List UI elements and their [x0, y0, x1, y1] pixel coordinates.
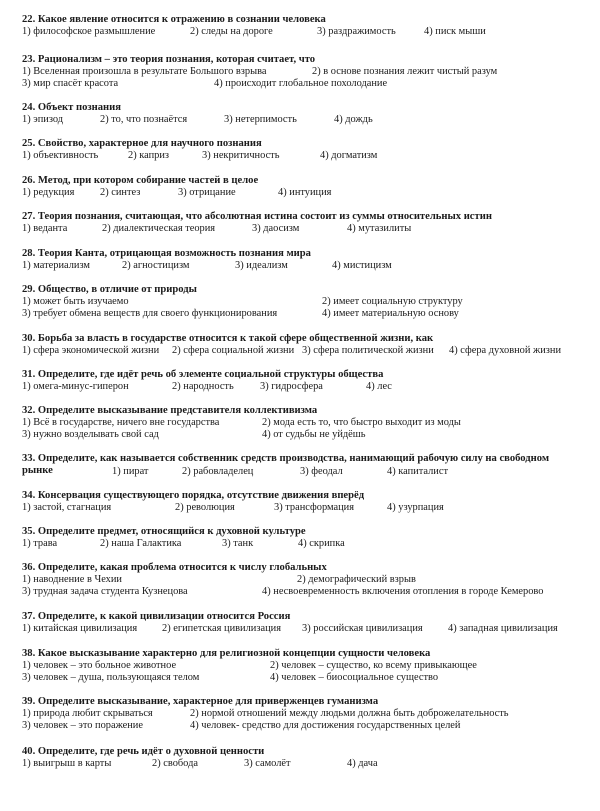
option: 3) нетерпимость [224, 114, 297, 125]
option: 4) капиталист [387, 466, 449, 477]
option: 1) веданта [22, 223, 68, 234]
options-grid [22, 708, 594, 732]
option: 4) мутазилиты [347, 223, 412, 234]
options-row [22, 758, 594, 770]
option: 4) человек- средство для достижения государственных целей [190, 720, 461, 731]
question-40 [22, 746, 594, 770]
question-27 [22, 211, 594, 235]
option: 1) материализм [22, 260, 90, 271]
question-title: 27. Теория познания, считающая, что абсолютная истина состоит из суммы относительных истин [22, 211, 492, 222]
options-row [22, 345, 594, 357]
option: 1) Всё в государстве, ничего вне государства [22, 417, 220, 428]
option: 2) народность [172, 381, 234, 392]
question-title-continuation-row [22, 465, 594, 479]
option: 3) человек – это поражение [22, 720, 143, 731]
options-row [22, 114, 594, 126]
option: 3) некритичность [202, 150, 280, 161]
question-25 [22, 138, 594, 162]
question-39 [22, 696, 594, 732]
question-title: 34. Консервация существующего порядка, отсутствие движения вперёд [22, 490, 365, 501]
option: 4) сфера духовной жизни [449, 345, 562, 356]
option: 1) омега-минус-гиперон [22, 381, 129, 392]
options-row [22, 623, 594, 635]
options-row [22, 223, 594, 235]
option: 3) нужно возделывать свой сад [22, 429, 159, 440]
option: 3) раздражимость [317, 26, 396, 37]
question-26 [22, 175, 594, 199]
option: 1) эпизод [22, 114, 64, 125]
question-24 [22, 102, 594, 126]
question-38 [22, 648, 594, 684]
question-title: 36. Определите, какая проблема относится к числу глобальных [22, 562, 327, 573]
option: 2) демографический взрыв [297, 574, 416, 585]
option: 3) российская цивилизация [302, 623, 423, 634]
question-title: 25. Свойство, характерное для научного познания [22, 138, 262, 149]
option: 1) пират [112, 466, 149, 477]
option: 3) человек – душа, пользующаяся телом [22, 672, 200, 683]
option: 3) трудная задача студента Кузнецова [22, 586, 188, 597]
option: 4) имеет материальную основу [322, 308, 459, 319]
option: 4) узурпация [387, 502, 444, 513]
option: 2) диалектическая теория [102, 223, 216, 234]
option: 2) агностицизм [122, 260, 190, 271]
options-row [22, 187, 594, 199]
option: 2) мода есть то, что быстро выходит из моды [262, 417, 461, 428]
option: 4) лес [366, 381, 392, 392]
options-grid [22, 66, 594, 90]
option: 1) сфера экономической жизни [22, 345, 160, 356]
option: 2) революция [175, 502, 235, 513]
option: 1) философское размышление [22, 26, 156, 37]
question-title: 30. Борьба за власть в государстве относится к такой сфере общественной жизни, как [22, 333, 434, 344]
question-33 [22, 453, 594, 479]
option: 1) наводнение в Чехии [22, 574, 122, 585]
question-32 [22, 405, 594, 441]
option: 4) интуиция [278, 187, 332, 198]
option: 2) египетская цивилизация [162, 623, 281, 634]
option: 4) догматизм [320, 150, 378, 161]
option: 4) писк мыши [424, 26, 486, 37]
question-title: 26. Метод, при котором собирание частей в целое [22, 175, 259, 186]
question-title: 33. Определите, как называется собственник средств производства, нанимающий рабочую силу на свободном [22, 453, 550, 464]
question-title: 22. Какое явление относится к отражению в сознании человека [22, 14, 326, 25]
options-row [22, 150, 594, 162]
option: 1) объективность [22, 150, 99, 161]
question-title: 28. Теория Канта, отрицающая возможность познания мира [22, 248, 311, 259]
option: 1) трава [22, 538, 58, 549]
options-row [22, 538, 594, 550]
question-36 [22, 562, 594, 598]
option: 3) мир спасёт красота [22, 78, 119, 89]
question-23 [22, 54, 594, 90]
option: 4) от судьбы не уйдёшь [262, 429, 366, 440]
option: 2) свобода [152, 758, 198, 769]
option: 2) имеет социальную структуру [322, 296, 463, 307]
question-title: 35. Определите предмет, относящийся к духовной культуре [22, 526, 306, 537]
options-row [22, 502, 594, 514]
options-grid [22, 296, 594, 320]
option: 2) в основе познания лежит чистый разум [312, 66, 498, 77]
option: 2) человек – существо, ко всему привыкающее [270, 660, 477, 671]
option: 2) наша Галактика [100, 538, 182, 549]
option: 3) идеализм [235, 260, 288, 271]
question-title: 31. Определите, где идёт речь об элементе социальной структуры общества [22, 369, 384, 380]
question-title-continuation: рынке [22, 465, 53, 476]
question-22 [22, 14, 594, 38]
question-31 [22, 369, 594, 393]
option: 4) происходит глобальное похолодание [214, 78, 388, 89]
option: 3) гидросфера [260, 381, 323, 392]
question-28 [22, 248, 594, 272]
question-title: 37. Определите, к какой цивилизации относится Россия [22, 611, 291, 622]
option: 3) сфера политической жизни [302, 345, 434, 356]
option: 4) дождь [334, 114, 373, 125]
question-title: 38. Какое высказывание характерно для религиозной концепции сущности человека [22, 648, 431, 659]
question-title: 29. Общество, в отличие от природы [22, 284, 197, 295]
option: 1) природа любит скрываться [22, 708, 153, 719]
option: 1) китайская цивилизация [22, 623, 138, 634]
options-grid [22, 574, 594, 598]
option: 1) выигрыш в карты [22, 758, 112, 769]
option: 2) следы на дороге [190, 26, 273, 37]
option: 3) феодал [300, 466, 343, 477]
option: 1) Вселенная произошла в результате Большого взрыва [22, 66, 267, 77]
option: 3) отрицание [178, 187, 236, 198]
question-35 [22, 526, 594, 550]
option: 2) сфера социальной жизни [172, 345, 295, 356]
option: 4) скрипка [298, 538, 345, 549]
question-title: 39. Определите высказывание, характерное для приверженцев гуманизма [22, 696, 379, 707]
question-title: 23. Рационализм – это теория познания, которая считает, что [22, 54, 316, 65]
question-34 [22, 490, 594, 514]
option: 3) требует обмена веществ для своего функционирования [22, 308, 278, 319]
option: 4) западная цивилизация [448, 623, 558, 634]
question-37 [22, 611, 594, 635]
option: 2) то, что познаётся [100, 114, 188, 125]
options-row [22, 260, 594, 272]
option: 2) рабовладелец [182, 466, 254, 477]
option: 1) редукция [22, 187, 75, 198]
option: 3) танк [222, 538, 254, 549]
option: 4) человек – биосоциальное существо [270, 672, 439, 683]
option: 4) дача [347, 758, 378, 769]
option: 2) синтез [100, 187, 141, 198]
option: 3) трансформация [274, 502, 355, 513]
option: 2) каприз [128, 150, 170, 161]
option: 3) самолёт [244, 758, 291, 769]
question-29 [22, 284, 594, 320]
options-row [22, 381, 594, 393]
option: 4) мистицизм [332, 260, 392, 271]
option: 3) даосизм [252, 223, 300, 234]
option: 1) может быть изучаемо [22, 296, 129, 307]
option: 2) нормой отношений между людьми должна быть доброжелательность [190, 708, 509, 719]
question-title: 24. Объект познания [22, 102, 121, 113]
options-row [22, 26, 594, 38]
question-title: 32. Определите высказывание представителя коллективизма [22, 405, 318, 416]
options-grid [22, 660, 594, 684]
option: 1) застой, стагнация [22, 502, 112, 513]
question-title: 40. Определите, где речь идёт о духовной ценности [22, 746, 265, 757]
option: 4) несвоевременность включения отопления в городе Кемерово [262, 586, 544, 597]
options-grid [22, 417, 594, 441]
option: 1) человек – это больное животное [22, 660, 177, 671]
question-30 [22, 333, 594, 357]
